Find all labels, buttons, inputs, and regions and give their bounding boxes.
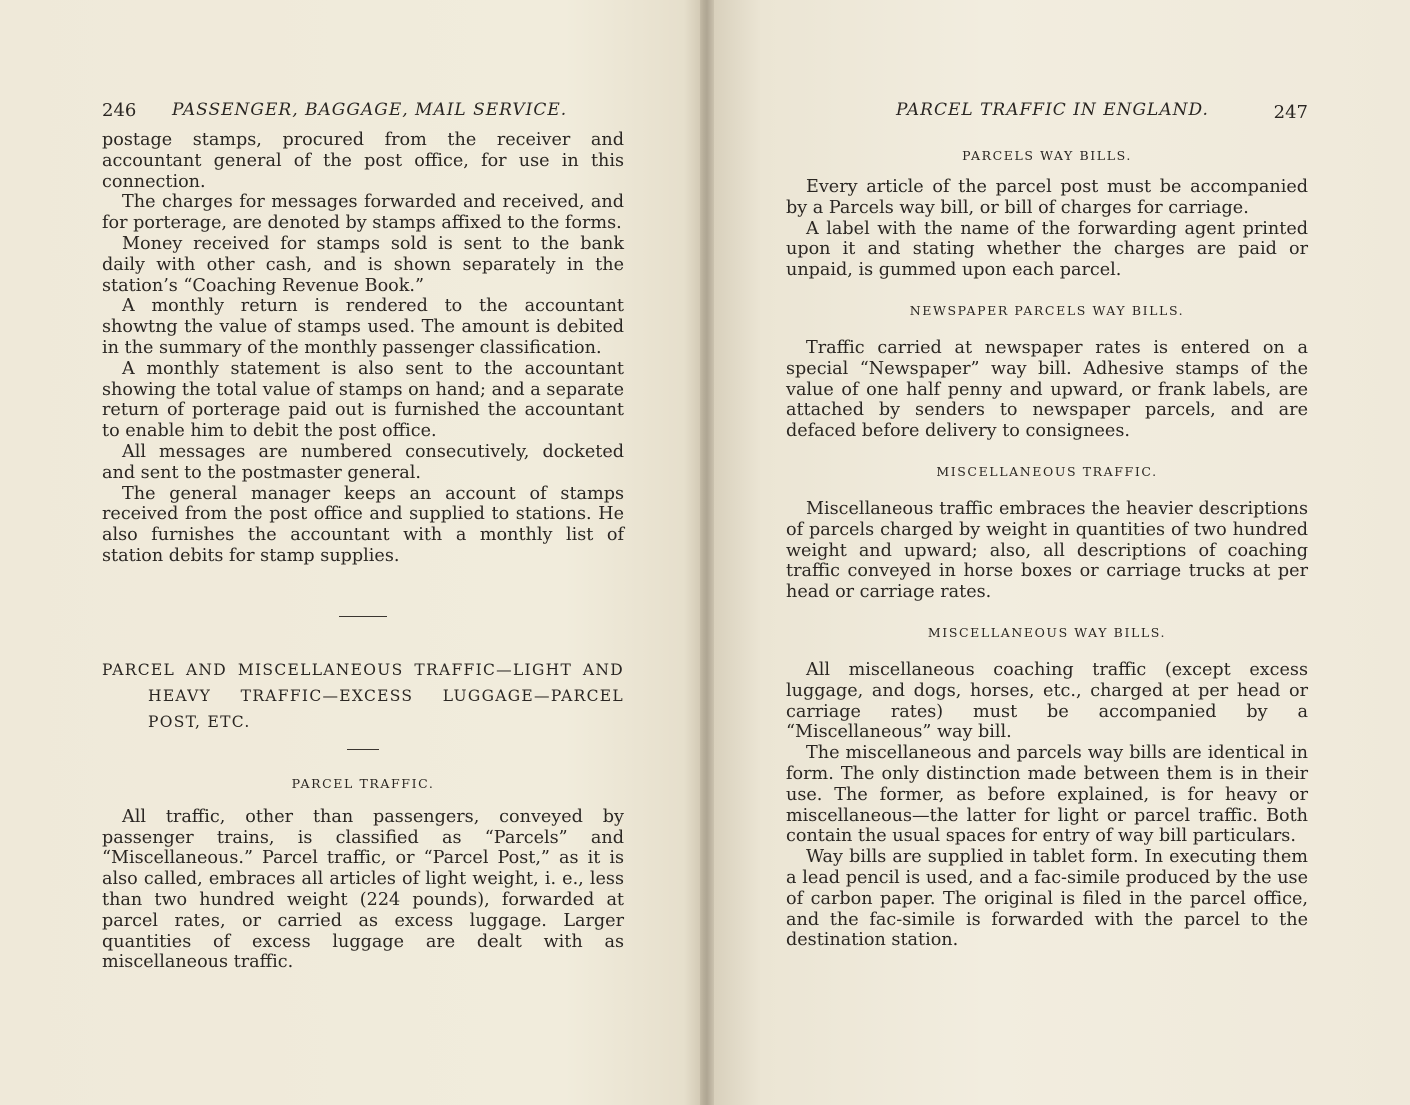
paragraph: A monthly return is rendered to the accountant showtng the value of stamps used. The amount is debited in the summary of the monthly passenger classification.: [102, 296, 624, 358]
parcels-way-bills-body: [786, 177, 1308, 281]
paragraph: postage stamps, procured from the receiver and accountant general of the post office, for use in this connection.: [102, 130, 624, 192]
newspaper-way-bills-body: [786, 338, 1308, 442]
left-page-number: 246: [102, 100, 137, 121]
paragraph: The charges for messages forwarded and received, and for porterage, are denoted by stamps affixed to the forms.: [102, 192, 624, 234]
left-page: [102, 96, 624, 973]
paragraph: Traffic carried at newspaper rates is entered on a special “Newspaper” way bill. Adhesive stamps of the value of one half penny and upward, or frank labels, are attached by senders to newspaper parcels, and are defaced before delivery to consignees.: [786, 337, 1308, 442]
paragraph: A monthly statement is also sent to the accountant showing the total value of stamps on hand; and a separate return of porterage paid out is furnished the accountant to enable him to debit the post office.: [102, 358, 624, 442]
paragraph: The miscellaneous and parcels way bills are identical in form. The only distinction made between them is in their use. The former, as before explained, is for heavy or miscellaneous—the latter for light or parcel traffic. Both contain the usual spaces for entry of way bill particulars.: [786, 743, 1308, 847]
paragraph: All miscellaneous coaching traffic (except excess luggage, and dogs, horses, etc., charged at per head or carriage rates) must be accompanied by a “Miscellaneous” way bill.: [786, 659, 1308, 743]
right-page: [786, 96, 1308, 951]
paragraph: Miscellaneous traffic embraces the heavier descriptions of parcels charged by weight in quantities of two hundred weight and upward; also, all descriptions of coaching traffic conveyed in horse boxes or carriage trucks at per head or carriage rates.: [786, 498, 1308, 603]
paragraph: Money received for stamps sold is sent to the bank daily with other cash, and is shown separately in the station’s “Coaching Revenue Book.”: [102, 233, 624, 296]
section-heading-line-1: PARCEL AND MISCELLANEOUS TRAFFIC—LIGHT AND: [102, 660, 624, 679]
right-running-head: PARCEL TRAFFIC IN ENGLAND.: [896, 100, 1209, 120]
section-heading-line-3: POST, ETC.: [148, 712, 251, 731]
paragraph: All messages are numbered consecutively, docketed and sent to the postmaster general.: [102, 441, 624, 483]
heading-divider-rule: [347, 749, 379, 750]
book-gutter: [700, 0, 714, 1105]
paragraph: A label with the name of the forwarding agent printed upon it and stating whether the charges are paid or unpaid, is gummed upon each parcel.: [786, 218, 1308, 281]
parcel-traffic-heading: PARCEL TRAFFIC.: [291, 775, 435, 791]
left-page-body: [102, 130, 624, 567]
parcels-way-bills-heading: PARCELS WAY BILLS.: [962, 148, 1132, 163]
section-heading: [102, 657, 624, 735]
right-page-number: 247: [1273, 102, 1308, 123]
section-heading-line-2: HEAVY TRAFFIC—EXCESS LUGGAGE—PARCEL: [148, 686, 624, 705]
newspaper-way-bills-heading: NEWSPAPER PARCELS WAY BILLS.: [909, 302, 1185, 318]
miscellaneous-way-bills-body: [786, 660, 1308, 951]
left-running-head: PASSENGER, BAGGAGE, MAIL SERVICE.: [172, 100, 568, 120]
paragraph: All traffic, other than passengers, conveyed by passenger trains, is classified as “Parcels” and “Miscellaneous.” Parcel traffic, or “Parcel Post,” as it is also called, embraces all articles of light weight, i. e., less than two hundred weight (224 pounds), forwarded at parcel rates, or carried as excess luggage. Larger quantities of excess luggage are dealt with as miscellaneous traffic.: [102, 806, 624, 973]
paragraph: The general manager keeps an account of stamps received from the post office and supplied to stations. He also furnishes the accountant with a monthly list of station debits for stamp supplies.: [102, 483, 624, 566]
left-page-header: [102, 96, 624, 130]
miscellaneous-way-bills-heading: MISCELLANEOUS WAY BILLS.: [927, 624, 1167, 640]
miscellaneous-traffic-body: [786, 499, 1308, 603]
paragraph: Every article of the parcel post must be accompanied by a Parcels way bill, or bill of charges for carriage.: [786, 177, 1308, 218]
paragraph: Way bills are supplied in tablet form. In executing them a lead pencil is used, and a fac-simile produced by the use of carbon paper. The original is filed in the parcel office, and the fac-simile is forwarded with the parcel to the destination station.: [786, 847, 1308, 951]
right-page-header: [786, 96, 1308, 130]
parcel-traffic-body: [102, 807, 624, 973]
miscellaneous-traffic-heading: MISCELLANEOUS TRAFFIC.: [936, 463, 1158, 479]
section-divider-rule: [339, 616, 387, 617]
